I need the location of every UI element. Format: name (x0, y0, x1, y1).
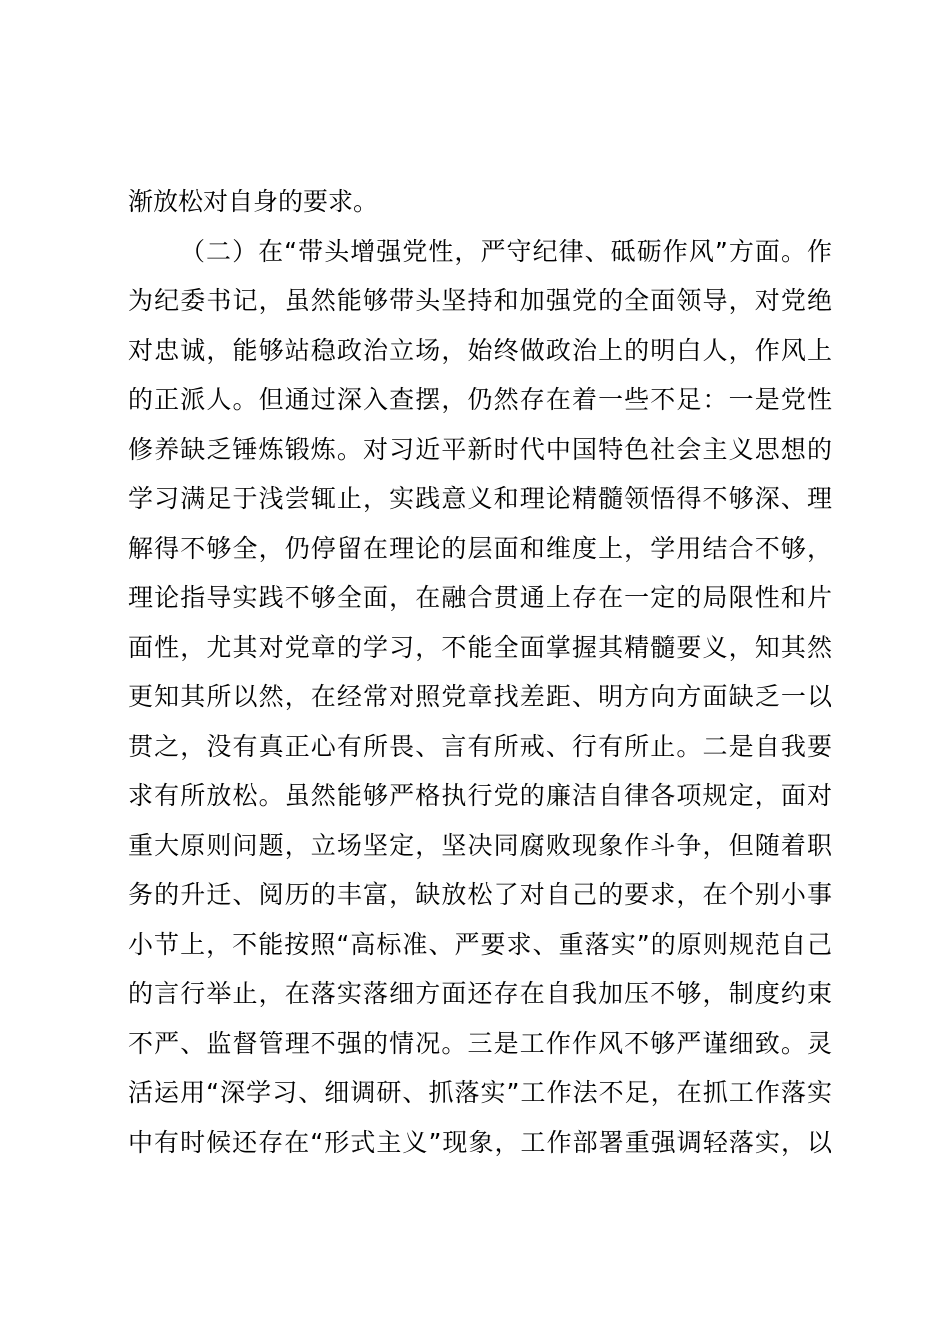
text-line: 修养缺乏锤炼锻炼。对习近平新时代中国特色社会主义思想的 (128, 434, 832, 464)
text-line: 学习满足于浅尝辄止，实践意义和理论精髓领悟得不够深、理 (128, 484, 832, 513)
text-line: 为纪委书记，虽然能够带头坚持和加强党的全面领导，对党绝 (128, 286, 832, 315)
text-line: 渐放松对自身的要求。 (128, 187, 379, 216)
text-line: 贯之，没有真正心有所畏、言有所戒、行有所止。二是自我要 (128, 731, 832, 761)
section-heading-line: （二）在“带头增强党性，严守纪律、砥砺作风”方面。作 (180, 236, 832, 266)
text-line: 面性，尤其对党章的学习，不能全面掌握其精髓要义，知其然 (128, 632, 832, 662)
text-line: 的正派人。但通过深入查摆，仍然存在着一些不足：一是党性 (128, 385, 832, 414)
body-text (128, 177, 832, 1167)
text-line: 活运用“深学习、细调研、抓落实”工作法不足，在抓工作落实 (128, 1078, 832, 1107)
text-line: 对忠诚，能够站稳政治立场，始终做政治上的明白人，作风上 (128, 335, 832, 365)
text-line: 中有时候还存在“形式主义”现象，工作部署重强调轻落实，以 (128, 1127, 832, 1157)
text-line: 的言行举止，在落实落细方面还存在自我加压不够，制度约束 (128, 979, 832, 1008)
text-line: 小节上，不能按照“高标准、严要求、重落实”的原则规范自己 (128, 929, 832, 959)
text-line: 解得不够全，仍停留在理论的层面和维度上，学用结合不够， (128, 533, 832, 563)
text-line: 务的升迁、阅历的丰富，缺放松了对自己的要求，在个别小事 (128, 880, 832, 909)
text-line: 更知其所以然，在经常对照党章找差距、明方向方面缺乏一以 (128, 682, 832, 711)
text-line: 求有所放松。虽然能够严格执行党的廉洁自律各项规定，面对 (128, 781, 832, 810)
text-line: 理论指导实践不够全面，在融合贯通上存在一定的局限性和片 (128, 583, 832, 612)
text-line: 不严、监督管理不强的情况。三是工作作风不够严谨细致。灵 (128, 1028, 832, 1058)
text-line: 重大原则问题，立场坚定，坚决同腐败现象作斗争，但随着职 (128, 830, 832, 860)
